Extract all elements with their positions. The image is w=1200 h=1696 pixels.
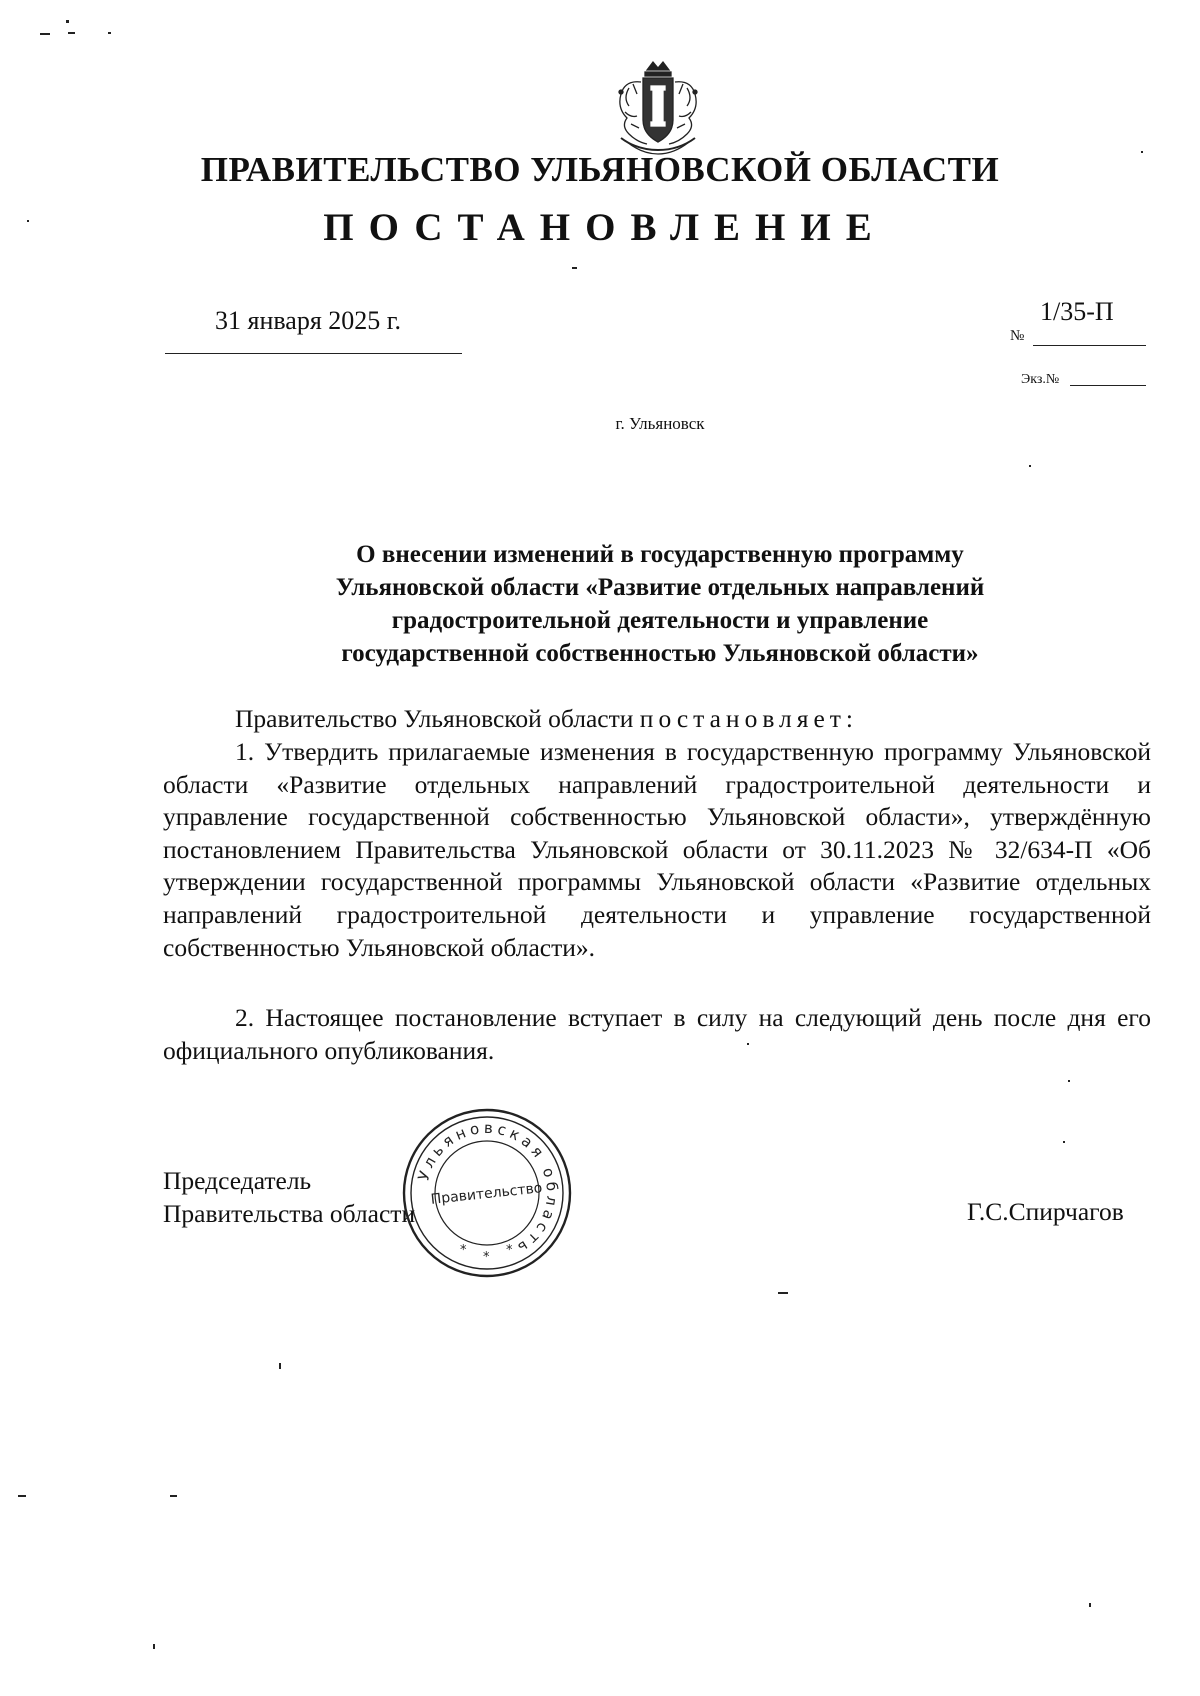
- number-underline: [1033, 345, 1146, 346]
- subject-line: градостроительной деятельности и управление: [391, 607, 929, 634]
- seal-center-text: Правительство: [430, 1180, 544, 1208]
- subject-line: государственной собственностью Ульяновской области»: [341, 640, 979, 667]
- city: г. Ульяновск: [615, 414, 705, 433]
- seal-ring-text: Ульяновская область: [414, 1118, 562, 1260]
- signer-title-line: Правительства области: [163, 1199, 416, 1228]
- scan-speck: [1029, 465, 1031, 467]
- decree-word: постановляет:: [639, 704, 859, 733]
- subject-line: Ульяновской области «Развитие отдельных направлений: [335, 574, 985, 601]
- scan-speck: [572, 267, 577, 269]
- number-label: №: [1010, 328, 1025, 344]
- scan-speck: [68, 32, 75, 34]
- document-type-title: ПОСТАНОВЛЕНИЕ: [323, 206, 887, 249]
- signer-name: Г.С.Спирчагов: [967, 1197, 1124, 1226]
- decree-intro: [163, 703, 1151, 736]
- signer-title: [163, 1164, 415, 1230]
- copy-number-label: Экз.№: [1021, 372, 1060, 387]
- copy-number-underline: [1070, 385, 1146, 386]
- organization-title: ПРАВИТЕЛЬСТВО УЛЬЯНОВСКОЙ ОБЛАСТИ: [200, 150, 1000, 189]
- scan-speck: [747, 1043, 749, 1045]
- subject-line: О внесении изменений в государственную программу: [356, 541, 964, 568]
- scan-speck: [108, 32, 111, 34]
- scan-speck: [170, 1495, 177, 1497]
- scan-speck: [40, 33, 50, 35]
- scan-speck: [1089, 1603, 1091, 1607]
- scan-speck: [66, 20, 69, 23]
- paragraph-item-2: 2. Настоящее постановление вступает в силу на следующий день после дня его официального опубликования.: [163, 1003, 1151, 1065]
- scan-speck: [279, 1363, 281, 1369]
- scan-speck: [1068, 1080, 1070, 1082]
- scan-speck: [1063, 1141, 1065, 1143]
- document-subject: [230, 538, 1090, 670]
- svg-text:*: *: [483, 1250, 490, 1265]
- signer-title-line: Председатель: [163, 1166, 312, 1195]
- decree-intro-text: Правительство Ульяновской области: [235, 704, 634, 733]
- scan-speck: [18, 1495, 26, 1497]
- coat-of-arms-emblem: [607, 58, 709, 158]
- document-date: 31 января 2025 г.: [215, 306, 402, 335]
- official-seal-stamp: [400, 1106, 574, 1280]
- date-underline: [165, 353, 462, 354]
- scan-speck: [778, 1292, 788, 1294]
- scan-speck: [153, 1644, 155, 1649]
- svg-text:*: *: [460, 1243, 467, 1258]
- paragraph-item-1: 1. Утвердить прилагаемые изменения в государственную программу Ульяновской области «Развитие отдельных направлений градостроительной деятельности и управление государственной собственностью Ульяновской области», утверждённую постановлением Правительства Ульяновской области от 30.11.2023 № 32/634-П «Об утверждении государственной программы Ульяновской области «Развитие отдельных направлений градостроительной деятельности и управление государственной собственностью Ульяновской области».: [163, 737, 1151, 962]
- scan-speck: [27, 220, 29, 222]
- scan-speck: [1141, 151, 1143, 153]
- document-number: 1/35-П: [1040, 297, 1114, 326]
- svg-text:*: *: [506, 1243, 513, 1258]
